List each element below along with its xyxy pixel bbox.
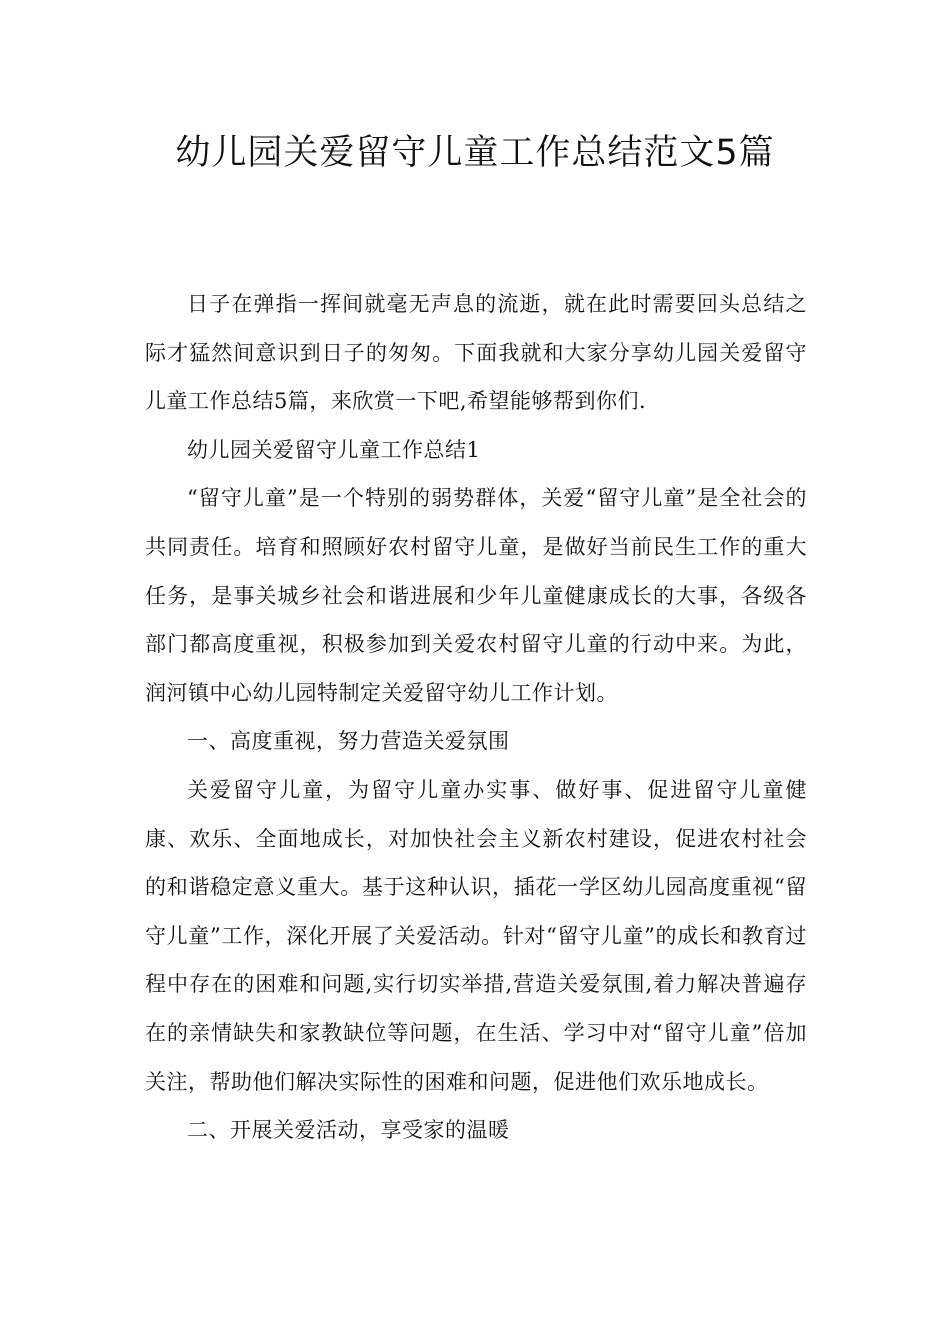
document-body bbox=[145, 280, 807, 1155]
body-paragraph: 关爱留守儿童，为留守儿童办实事、做好事、促进留守儿童健康、欢乐、全面地成长，对加快社会主义新农村建设，促进农村社会的和谐稳定意义重大。基于这种认识，插花一学区幼儿园高度重视“留守儿童”工作，深化开展了关爱活动。针对“留守儿童”的成长和教育过程中存在的困难和问题,实行切实举措,营造关爱氛围,着力解决普遍存在的亲情缺失和家教缺位等问题，在生活、学习中对“留守儿童”倍加关注，帮助他们解决实际性的困难和问题，促进他们欢乐地成长。 bbox=[145, 777, 807, 1094]
section-heading-summary-1: 幼儿园关爱留守儿童工作总结1 bbox=[187, 437, 481, 462]
body-paragraph: “留守儿童”是一个特别的弱势群体，关爱“留守儿童”是全社会的共同责任。培育和照顾好农村留守儿童，是做好当前民生工作的重大任务，是事关城乡社会和谐进展和少年儿童健康成长的大事，各级各部门都高度重视，积极参加到关爱农村留守儿童的行动中来。为此，润河镇中心幼儿园特制定关爱留守幼儿工作计划。 bbox=[145, 486, 807, 705]
intro-paragraph: 日子在弹指一挥间就毫无声息的流逝，就在此时需要回头总结之际才猛然间意识到日子的匆匆。下面我就和大家分享幼儿园关爱留守儿童工作总结5篇，来欣赏一下吧,希望能够帮到你们. bbox=[145, 292, 807, 414]
section-heading-two: 二、开展关爱活动，享受家的温暖 bbox=[187, 1118, 510, 1143]
document-title: 幼儿园关爱留守儿童工作总结范文5篇 bbox=[175, 133, 775, 173]
section-heading-one: 一、高度重视，努力营造关爱氛围 bbox=[187, 729, 510, 754]
